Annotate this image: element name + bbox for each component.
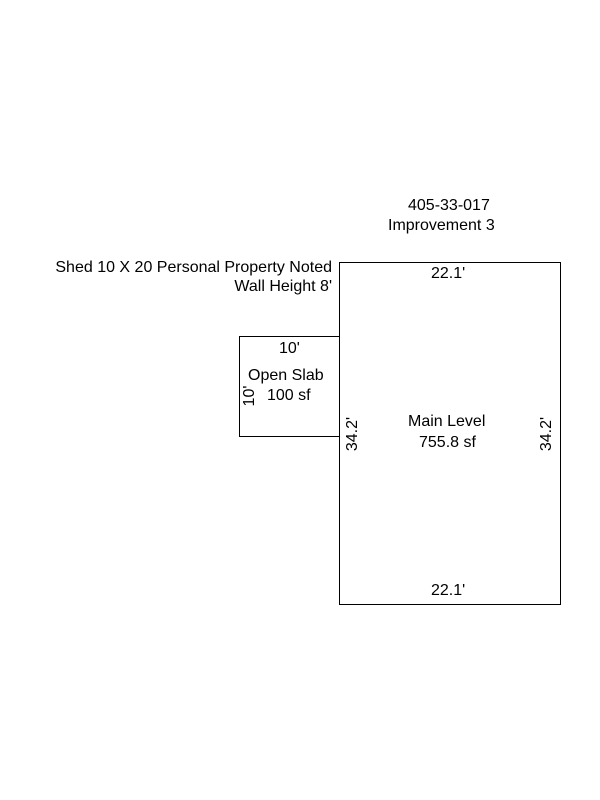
open-slab-left-dimension: 10' bbox=[241, 385, 258, 407]
open-slab-name: Open Slab bbox=[248, 367, 324, 384]
open-slab-top-dimension: 10' bbox=[279, 340, 300, 357]
parcel-id: 405-33-017 bbox=[408, 197, 490, 214]
main-level-area: 755.8 sf bbox=[419, 434, 476, 451]
main-level-name: Main Level bbox=[408, 413, 486, 430]
wall-height-note: Wall Height 8' bbox=[234, 278, 332, 295]
improvement-label: Improvement 3 bbox=[388, 217, 495, 234]
main-level-left-dimension: 34.2' bbox=[344, 416, 361, 452]
main-level-bottom-dimension: 22.1' bbox=[431, 582, 466, 599]
main-level-right-dimension: 34.2' bbox=[538, 416, 555, 452]
open-slab-area: 100 sf bbox=[267, 387, 311, 404]
main-level-top-dimension: 22.1' bbox=[431, 265, 466, 282]
shed-note: Shed 10 X 20 Personal Property Noted bbox=[55, 259, 332, 276]
